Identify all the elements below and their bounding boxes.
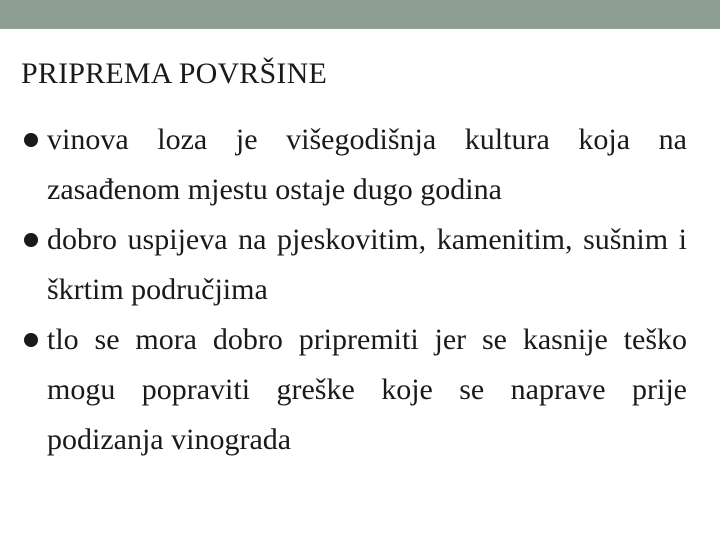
bullet-text: vinova loza je višegodišnja kultura koja na zasađenom mjestu ostaje dugo godina	[47, 123, 687, 206]
bullet-list	[21, 115, 687, 465]
slide-title: PRIPREMA POVRŠINE	[21, 57, 327, 90]
bullet-item	[21, 115, 687, 215]
bullet-dot-icon	[24, 333, 38, 347]
bullet-dot-icon	[24, 133, 38, 147]
bullet-text: tlo se mora dobro pripremiti jer se kasnije teško mogu popraviti greške koje se naprave prije podizanja vinograda	[47, 323, 687, 456]
header-bar	[0, 0, 720, 29]
bullet-item	[21, 215, 687, 315]
bullet-text: dobro uspijeva na pjeskovitim, kamenitim, sušnim i škrtim područjima	[47, 223, 687, 306]
bullet-item	[21, 315, 687, 465]
bullet-dot-icon	[24, 233, 38, 247]
